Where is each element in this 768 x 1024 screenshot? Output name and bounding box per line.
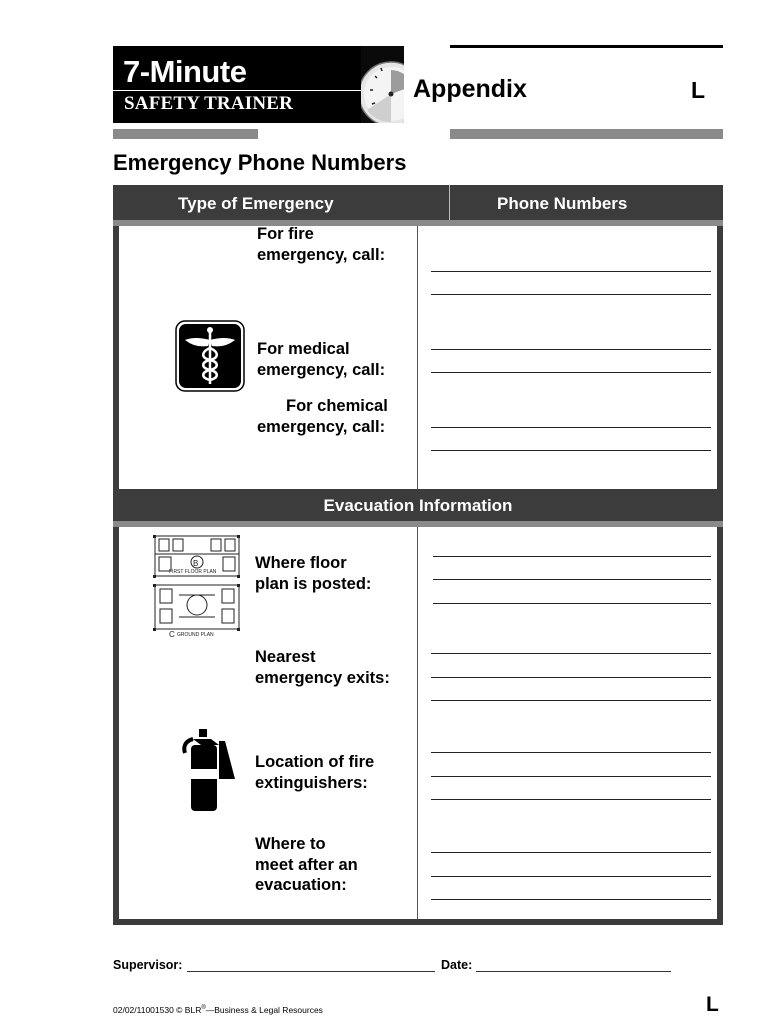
floor-plan-icon — [151, 533, 243, 646]
column-header-type: Type of Emergency — [178, 194, 334, 213]
label-line: For fire — [257, 225, 314, 243]
brand-divider — [113, 90, 361, 91]
fire-extinguisher-icon — [179, 729, 239, 818]
phone-fill-line[interactable] — [431, 372, 711, 373]
supervisor-label: Supervisor: — [113, 958, 183, 972]
evac-fill-line[interactable] — [431, 799, 711, 800]
evac-fill-line[interactable] — [431, 852, 711, 853]
label-line: Where to — [255, 835, 326, 853]
label-line: emergency exits: — [255, 668, 390, 687]
copyright-notice — [113, 1005, 323, 1015]
label-line: Location of fire — [255, 753, 375, 771]
label-line: emergency, call: — [257, 245, 386, 264]
evacuation-header — [113, 489, 723, 521]
copyright-prefix: 02/02/11001530 © BLR — [113, 1005, 202, 1015]
label-line: evacuation: — [255, 876, 347, 894]
emergency-table — [113, 185, 723, 925]
header-shade — [113, 220, 723, 226]
header-bar-left — [113, 129, 258, 139]
label-line: Nearest — [255, 648, 316, 666]
stopwatch-icon — [361, 46, 404, 123]
supervisor-field[interactable] — [187, 971, 435, 972]
registered-mark: ® — [201, 1005, 206, 1012]
label-line: emergency, call: — [257, 417, 386, 436]
appendix-letter: L — [691, 77, 706, 103]
page-title: Emergency Phone Numbers — [113, 150, 407, 175]
phone-fill-line[interactable] — [431, 271, 711, 272]
phone-fill-line[interactable] — [431, 349, 711, 350]
floor-plan-label-c: C — [169, 630, 175, 639]
chemical-emergency-label — [257, 396, 388, 437]
phone-fill-line[interactable] — [431, 450, 711, 451]
label-line: meet after an — [255, 855, 358, 874]
label-line: For chemical — [286, 397, 388, 415]
evac-fill-line[interactable] — [431, 876, 711, 877]
first-floor-label: FIRST FLOOR PLAN — [169, 569, 217, 575]
copyright-suffix: —Business & Legal Resources — [205, 1005, 323, 1015]
floor-plan-label-b: B — [193, 559, 199, 568]
evac-fill-line[interactable] — [431, 653, 711, 654]
phone-fill-line[interactable] — [431, 294, 711, 295]
evacuation-shade — [113, 521, 723, 527]
evac-fill-line[interactable] — [431, 700, 711, 701]
caduceus-icon — [175, 320, 245, 397]
brand-title: 7-Minute — [123, 54, 247, 89]
column-header-phone: Phone Numbers — [497, 194, 628, 213]
evac-fill-line[interactable] — [431, 677, 711, 678]
evac-fill-line[interactable] — [431, 776, 711, 777]
header-bar-right — [450, 129, 723, 139]
phone-fill-line[interactable] — [431, 427, 711, 428]
evac-fill-line[interactable] — [433, 556, 711, 557]
emergency-exits-label — [255, 647, 390, 688]
ground-plan-label: GROUND PLAN — [177, 632, 214, 638]
label-line: emergency, call: — [257, 360, 386, 379]
label-line: For medical — [257, 340, 350, 358]
floor-plan-label — [255, 553, 371, 594]
column-divider — [417, 226, 418, 489]
evac-fill-line[interactable] — [433, 579, 711, 580]
page-letter: L — [706, 993, 719, 1016]
evacuation-title: Evacuation Information — [323, 496, 513, 515]
evac-fill-line[interactable] — [433, 603, 711, 604]
brand-block — [113, 46, 361, 123]
evac-fill-line[interactable] — [431, 752, 711, 753]
table-header — [113, 185, 723, 220]
header-divider — [449, 185, 450, 220]
fire-emergency-label — [257, 224, 385, 265]
label-line: plan is posted: — [255, 574, 372, 593]
fire-extinguisher-label — [255, 752, 374, 793]
medical-emergency-label — [257, 339, 385, 380]
date-label: Date: — [441, 958, 473, 972]
date-field[interactable] — [476, 971, 671, 972]
label-line: extinguishers: — [255, 773, 368, 792]
label-line: Where floor — [255, 554, 347, 572]
brand-subtitle: SAFETY TRAINER — [124, 93, 294, 114]
header-top-rule — [450, 45, 723, 48]
meeting-point-label — [255, 834, 358, 896]
column-divider — [417, 527, 418, 919]
appendix-label: Appendix — [413, 75, 527, 103]
evac-fill-line[interactable] — [431, 899, 711, 900]
